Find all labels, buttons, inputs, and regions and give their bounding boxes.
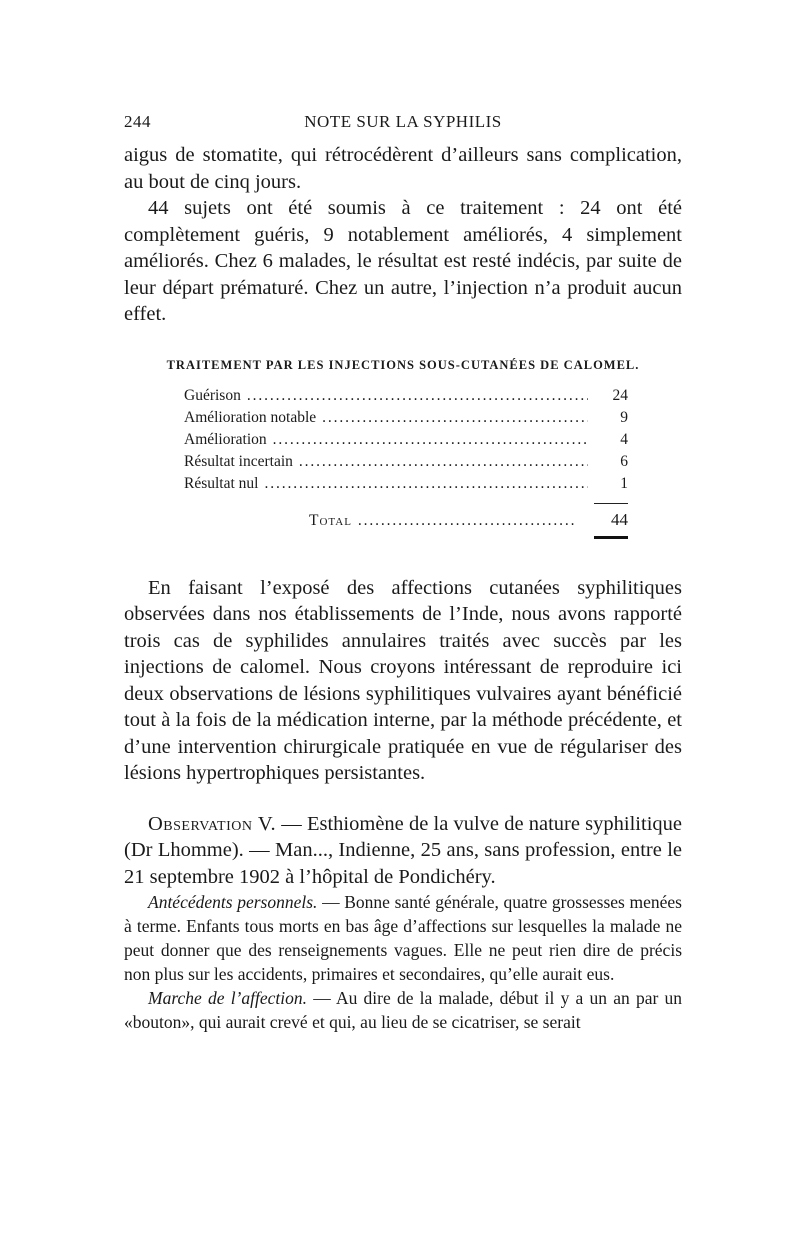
antecedents-paragraph <box>124 890 682 986</box>
table-row <box>184 431 628 453</box>
marche-text: — Au dire de la malade, début il y a un an par un «bouton», qui aurait crevé et qui, au lieu de se cicatriser, se serait <box>124 988 682 1032</box>
paragraph-results: 44 sujets ont été soumis à ce traitement : 24 ont été complètement guéris, 9 notablement améliorés, 4 simplement améliorés. Chez 6 malades, le résultat est resté indécis, par suite de leur départ prématuré. Chez un autre, l’injection n’a produit aucun effet. <box>124 197 682 325</box>
row-value: 4 <box>620 430 628 448</box>
observation-text: — Esthiomène de la vulve de nature syphilitique (Dr Lhomme). — Man..., Indienne, 25 ans, sans profession, entre le 21 septembre 1902 à l’hôpital de Pondichéry. <box>124 812 682 888</box>
total-row <box>184 510 628 534</box>
paragraph-continuation: aigus de stomatite, qui rétrocédèrent d’ailleurs sans complication, au bout de cinq jours. <box>124 144 682 193</box>
page-number: 244 <box>124 112 151 131</box>
leader-dots <box>299 453 588 471</box>
leader-dots <box>358 512 588 530</box>
row-value: 6 <box>620 452 628 470</box>
row-label: Résultat incertain <box>184 452 293 470</box>
sum-rule <box>594 503 628 504</box>
results-table <box>124 358 682 539</box>
row-value: 1 <box>620 474 628 492</box>
observation-heading: Observation V. <box>148 812 277 835</box>
table-row <box>184 409 628 431</box>
running-head <box>124 112 682 142</box>
paragraph-exposition: En faisant l’exposé des affections cutanées syphilitiques observées dans nos établissements de l’Inde, nous avons rapporté trois cas de syphilides annulaires traités avec succès par les injections de calomel. Nous croyons intéressant de reproduire ici deux observations de lésions syphilitiques vulvaires ayant bénéficié tout à la fois de la médication interne, par la méthode précédente, et d’une intervention chirurgicale pratiquée en vue de régulariser des lésions hypertrophiques persistantes. <box>124 576 682 784</box>
total-rule <box>594 536 628 539</box>
table-row <box>184 387 628 409</box>
total-label: Total <box>309 511 352 529</box>
leader-dots <box>273 431 588 449</box>
antecedents-lead: Antécédents personnels. <box>148 892 318 912</box>
leader-dots <box>247 387 588 405</box>
leader-dots <box>322 409 588 427</box>
antecedents-text: — Bonne santé générale, quatre grossesses menées à terme. Enfants tous morts en bas âge d’affections sur lesquelles la malade ne peut donner que des renseignements vagues. Elle ne peut rien dire de précis non plus sur les accidents, primaires et secondaires, qu’elle aurait eus. <box>124 892 682 984</box>
row-label: Amélioration notable <box>184 408 317 426</box>
table-body <box>184 387 628 539</box>
marche-paragraph <box>124 986 682 1034</box>
table-row <box>184 475 628 497</box>
table-caption: TRAITEMENT PAR LES INJECTIONS SOUS-CUTANÉES DE CALOMEL. <box>166 357 640 372</box>
marche-lead: Marche de l’affection. <box>148 988 307 1008</box>
row-label: Guérison <box>184 386 241 404</box>
row-label: Amélioration <box>184 430 267 448</box>
running-title: NOTE SUR LA SYPHILIS <box>304 112 502 131</box>
row-value: 24 <box>612 386 628 404</box>
total-value: 44 <box>611 509 628 529</box>
row-value: 9 <box>620 408 628 426</box>
row-label: Résultat nul <box>184 474 259 492</box>
leader-dots <box>264 475 588 493</box>
page <box>124 112 682 1034</box>
table-row <box>184 453 628 475</box>
observation-paragraph <box>124 811 682 891</box>
